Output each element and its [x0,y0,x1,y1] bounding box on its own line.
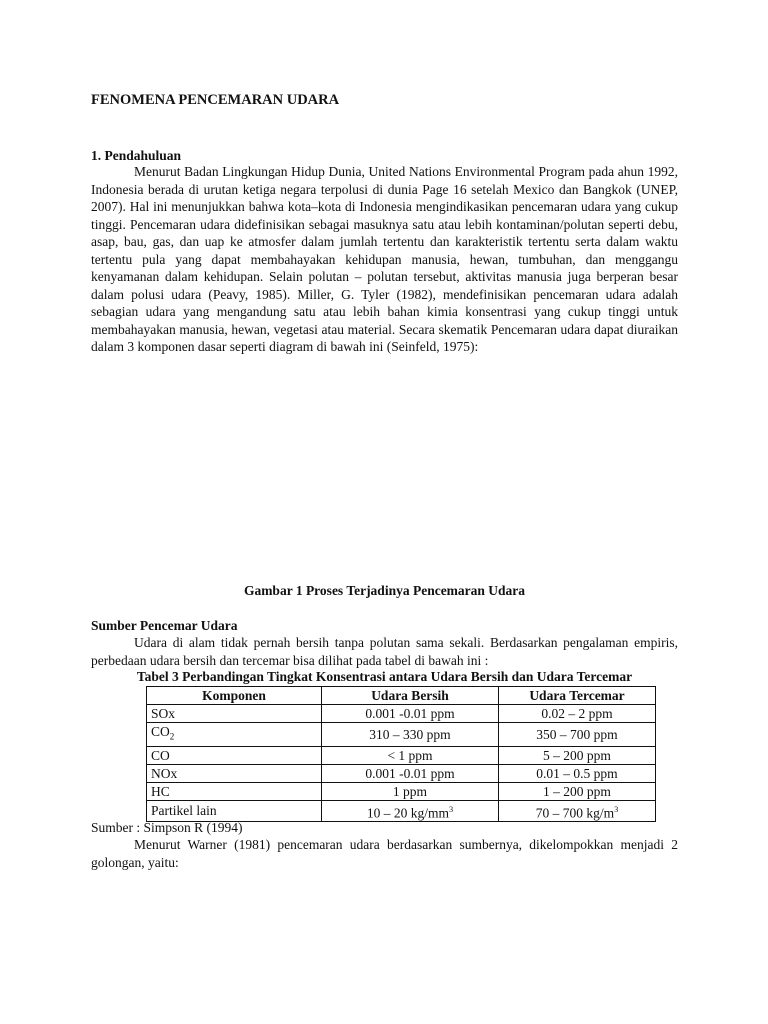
cell-bersih: 0.001 -0.01 ppm [322,764,499,782]
komponen-text: CO [151,724,170,739]
table-source: Sumber : Simpson R (1994) [91,820,243,835]
tercemar-superscript: 3 [614,804,619,814]
table-row [147,764,656,782]
cell-tercemar: 0.01 – 0.5 ppm [499,764,656,782]
bersih-text: 10 – 20 kg/mm [366,805,450,821]
table-row [147,800,656,822]
cell-tercemar: 0.02 – 2 ppm [499,705,656,723]
cell-bersih: 310 – 330 ppm [322,723,499,747]
table-header-row [147,687,656,705]
cell-bersih: 1 ppm [322,782,499,800]
cell-tercemar: 1 – 200 ppm [499,782,656,800]
bersih-superscript: 3 [449,804,454,814]
table-row [147,723,656,747]
cell-komponen: SOx [147,705,322,723]
cell-bersih: < 1 ppm [322,746,499,764]
paragraph-warner-text: Menurut Warner (1981) pencemaran udara berdasarkan sumbernya, dikelompokkan menjadi 2 golongan, yaitu: [91,837,678,870]
cell-tercemar: 350 – 700 ppm [499,723,656,747]
cell-tercemar [499,800,656,822]
paragraph-sumber [91,634,678,669]
cell-bersih: 0.001 -0.01 ppm [322,705,499,723]
paragraph-warner [91,836,678,871]
tercemar-text: 70 – 700 kg/m [535,805,615,821]
table-row [147,705,656,723]
table-row [147,782,656,800]
section-heading-sumber: Sumber Pencemar Udara [91,618,238,633]
comparison-table [146,686,656,822]
cell-komponen: CO [147,746,322,764]
table-header-udara-tercemar: Udara Tercemar [499,687,656,705]
table-caption: Tabel 3 Perbandingan Tingkat Konsentrasi antara Udara Bersih dan Udara Tercemar [136,669,633,684]
cell-komponen: Partikel lain [147,800,322,822]
paragraph-pendahuluan [91,163,678,356]
cell-bersih [322,800,499,822]
table-header-komponen: Komponen [147,687,322,705]
cell-komponen [147,723,322,747]
komponen-subscript: 2 [169,731,175,742]
table-header-udara-bersih: Udara Bersih [322,687,499,705]
paragraph-pendahuluan-text: Menurut Badan Lingkungan Hidup Dunia, United Nations Environmental Program pada ahun 1992, Indonesia berada di urutan ketiga negara terpolusi di dunia Page 16 setelah Mexico dan Bangkok (UNEP, 2007). Hal ini menunjukkan bahwa kota–kota di Indonesia mengindikasikan pencemaran udara yang cukup tinggi. Pencemaran udara didefinisikan sebagai masuknya satu atau lebih kontaminan/polutan seperti debu, asap, bau, gas, dan uap ke atmosfer dalam jumlah tertentu dan karakteristik tertentu serta dalam waktu tertentu pula yang dapat membahayakan kehidupan manusia, hewan, tumbuhan, dan menggangu kenyamanan dalam kehidupan. Selain polutan – polutan tersebut, aktivitas manusia juga berperan besar dalam polusi udara (Peavy, 1985). Miller, G. Tyler (1982), mendefinisikan pencemaran udara adalah sebagian udara yang mengandung satu atau lebih bahan kimia konsentrasi yang cukup tinggi untuk membahayakan manusia, hewan, vegetasi atau material. Secara skematik Pencemaran udara dapat diuraikan dalam 3 komponen dasar seperti diagram di bawah ini (Seinfeld, 1975): [91,164,678,354]
cell-komponen: HC [147,782,322,800]
cell-tercemar: 5 – 200 ppm [499,746,656,764]
section-heading-pendahuluan: 1. Pendahuluan [91,148,182,163]
paragraph-sumber-text: Udara di alam tidak pernah bersih tanpa polutan sama sekali. Berdasarkan pengalaman empiris, perbedaan udara bersih dan tercemar bisa dilihat pada tabel di bawah ini : [91,635,678,668]
table-row [147,746,656,764]
cell-komponen: NOx [147,764,322,782]
figure-caption: Gambar 1 Proses Terjadinya Pencemaran Udara [243,583,526,598]
document-title: FENOMENA PENCEMARAN UDARA [91,92,340,108]
